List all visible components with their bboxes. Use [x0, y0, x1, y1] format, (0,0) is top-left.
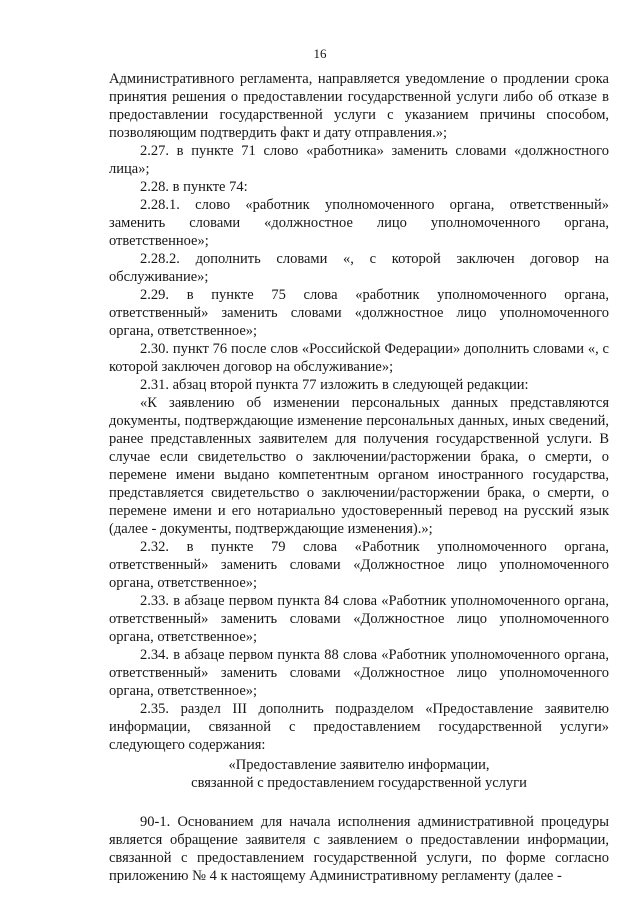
subsection-heading-line-2: связанной с предоставлением государственной услуги — [191, 775, 527, 791]
paragraph-quoted-amendment: «К заявлению об изменении персональных данных представляются документы, подтверждающие изменение персональных данных, иных сведений, ранее представленных заявителем для получения государственной услуги. В случае если свидетельство о заключении/расторжении брака, о смерти, о перемене имени выдано компетентным органом иностранного государства, представляется свидетельство о заключении/расторжении брака, о смерти, о перемене имени и его нотариально удостоверенный перевод на русский язык (далее - документы, подтверждающие изменения).»; — [109, 395, 609, 537]
paragraph-2-31: 2.31. абзац второй пункта 77 изложить в следующей редакции: — [140, 377, 529, 393]
paragraph-2-34: 2.34. в абзаце первом пункта 88 слова «Работник уполномоченного органа, ответственный» заменить словами «Должностное лицо уполномоченного органа, ответственное»; — [109, 647, 609, 699]
paragraph-2-32: 2.32. в пункте 79 слова «Работник уполномоченного органа, ответственный» заменить словами «Должностное лицо уполномоченного органа, ответственное»; — [109, 539, 609, 591]
paragraph-2-35: 2.35. раздел III дополнить подразделом «Предоставление заявителю информации, связанной с предоставлением государственной услуги» следующего содержания: — [109, 701, 609, 753]
paragraph-2-30: 2.30. пункт 76 после слов «Российской Федерации» дополнить словами «, с которой заключен договор на обслуживание»; — [109, 341, 609, 375]
paragraph-2-28: 2.28. в пункте 74: — [140, 179, 248, 195]
page-number: 16 — [313, 46, 327, 61]
subsection-heading-line-1: «Предоставление заявителю информации, — [228, 757, 490, 773]
paragraph-2-33: 2.33. в абзаце первом пункта 84 слова «Работник уполномоченного органа, ответственный» заменить словами «Должностное лицо уполномоченного органа, ответственное»; — [109, 593, 609, 645]
paragraph-2-28-2: 2.28.2. дополнить словами «, с которой заключен договор на обслуживание»; — [109, 251, 609, 285]
paragraph-2-27: 2.27. в пункте 71 слово «работника» заменить словами «должностного лица»; — [109, 143, 609, 177]
paragraph-2-28-1: 2.28.1. слово «работник уполномоченного органа, ответственный» заменить словами «должностное лицо уполномоченного органа, ответственное»; — [109, 197, 609, 249]
paragraph-continuation: Административного регламента, направляется уведомление о продлении срока принятия решения о предоставлении государственной услуги либо об отказе в предоставлении государственной услуги с указанием причины способом, позволяющим подтвердить факт и дату отправления.»; — [109, 71, 609, 141]
paragraph-2-29: 2.29. в пункте 75 слова «работник уполномоченного органа, ответственный» заменить словами «должностное лицо уполномоченного органа, ответственное»; — [109, 287, 609, 339]
document-body — [109, 70, 609, 885]
paragraph-90-1: 90-1. Основанием для начала исполнения административной процедуры является обращение заявителя с заявлением о предоставлении информации, связанной с предоставлением государственной услуги, по форме согласно приложению № 4 к настоящему Административному регламенту (далее - — [109, 814, 609, 884]
